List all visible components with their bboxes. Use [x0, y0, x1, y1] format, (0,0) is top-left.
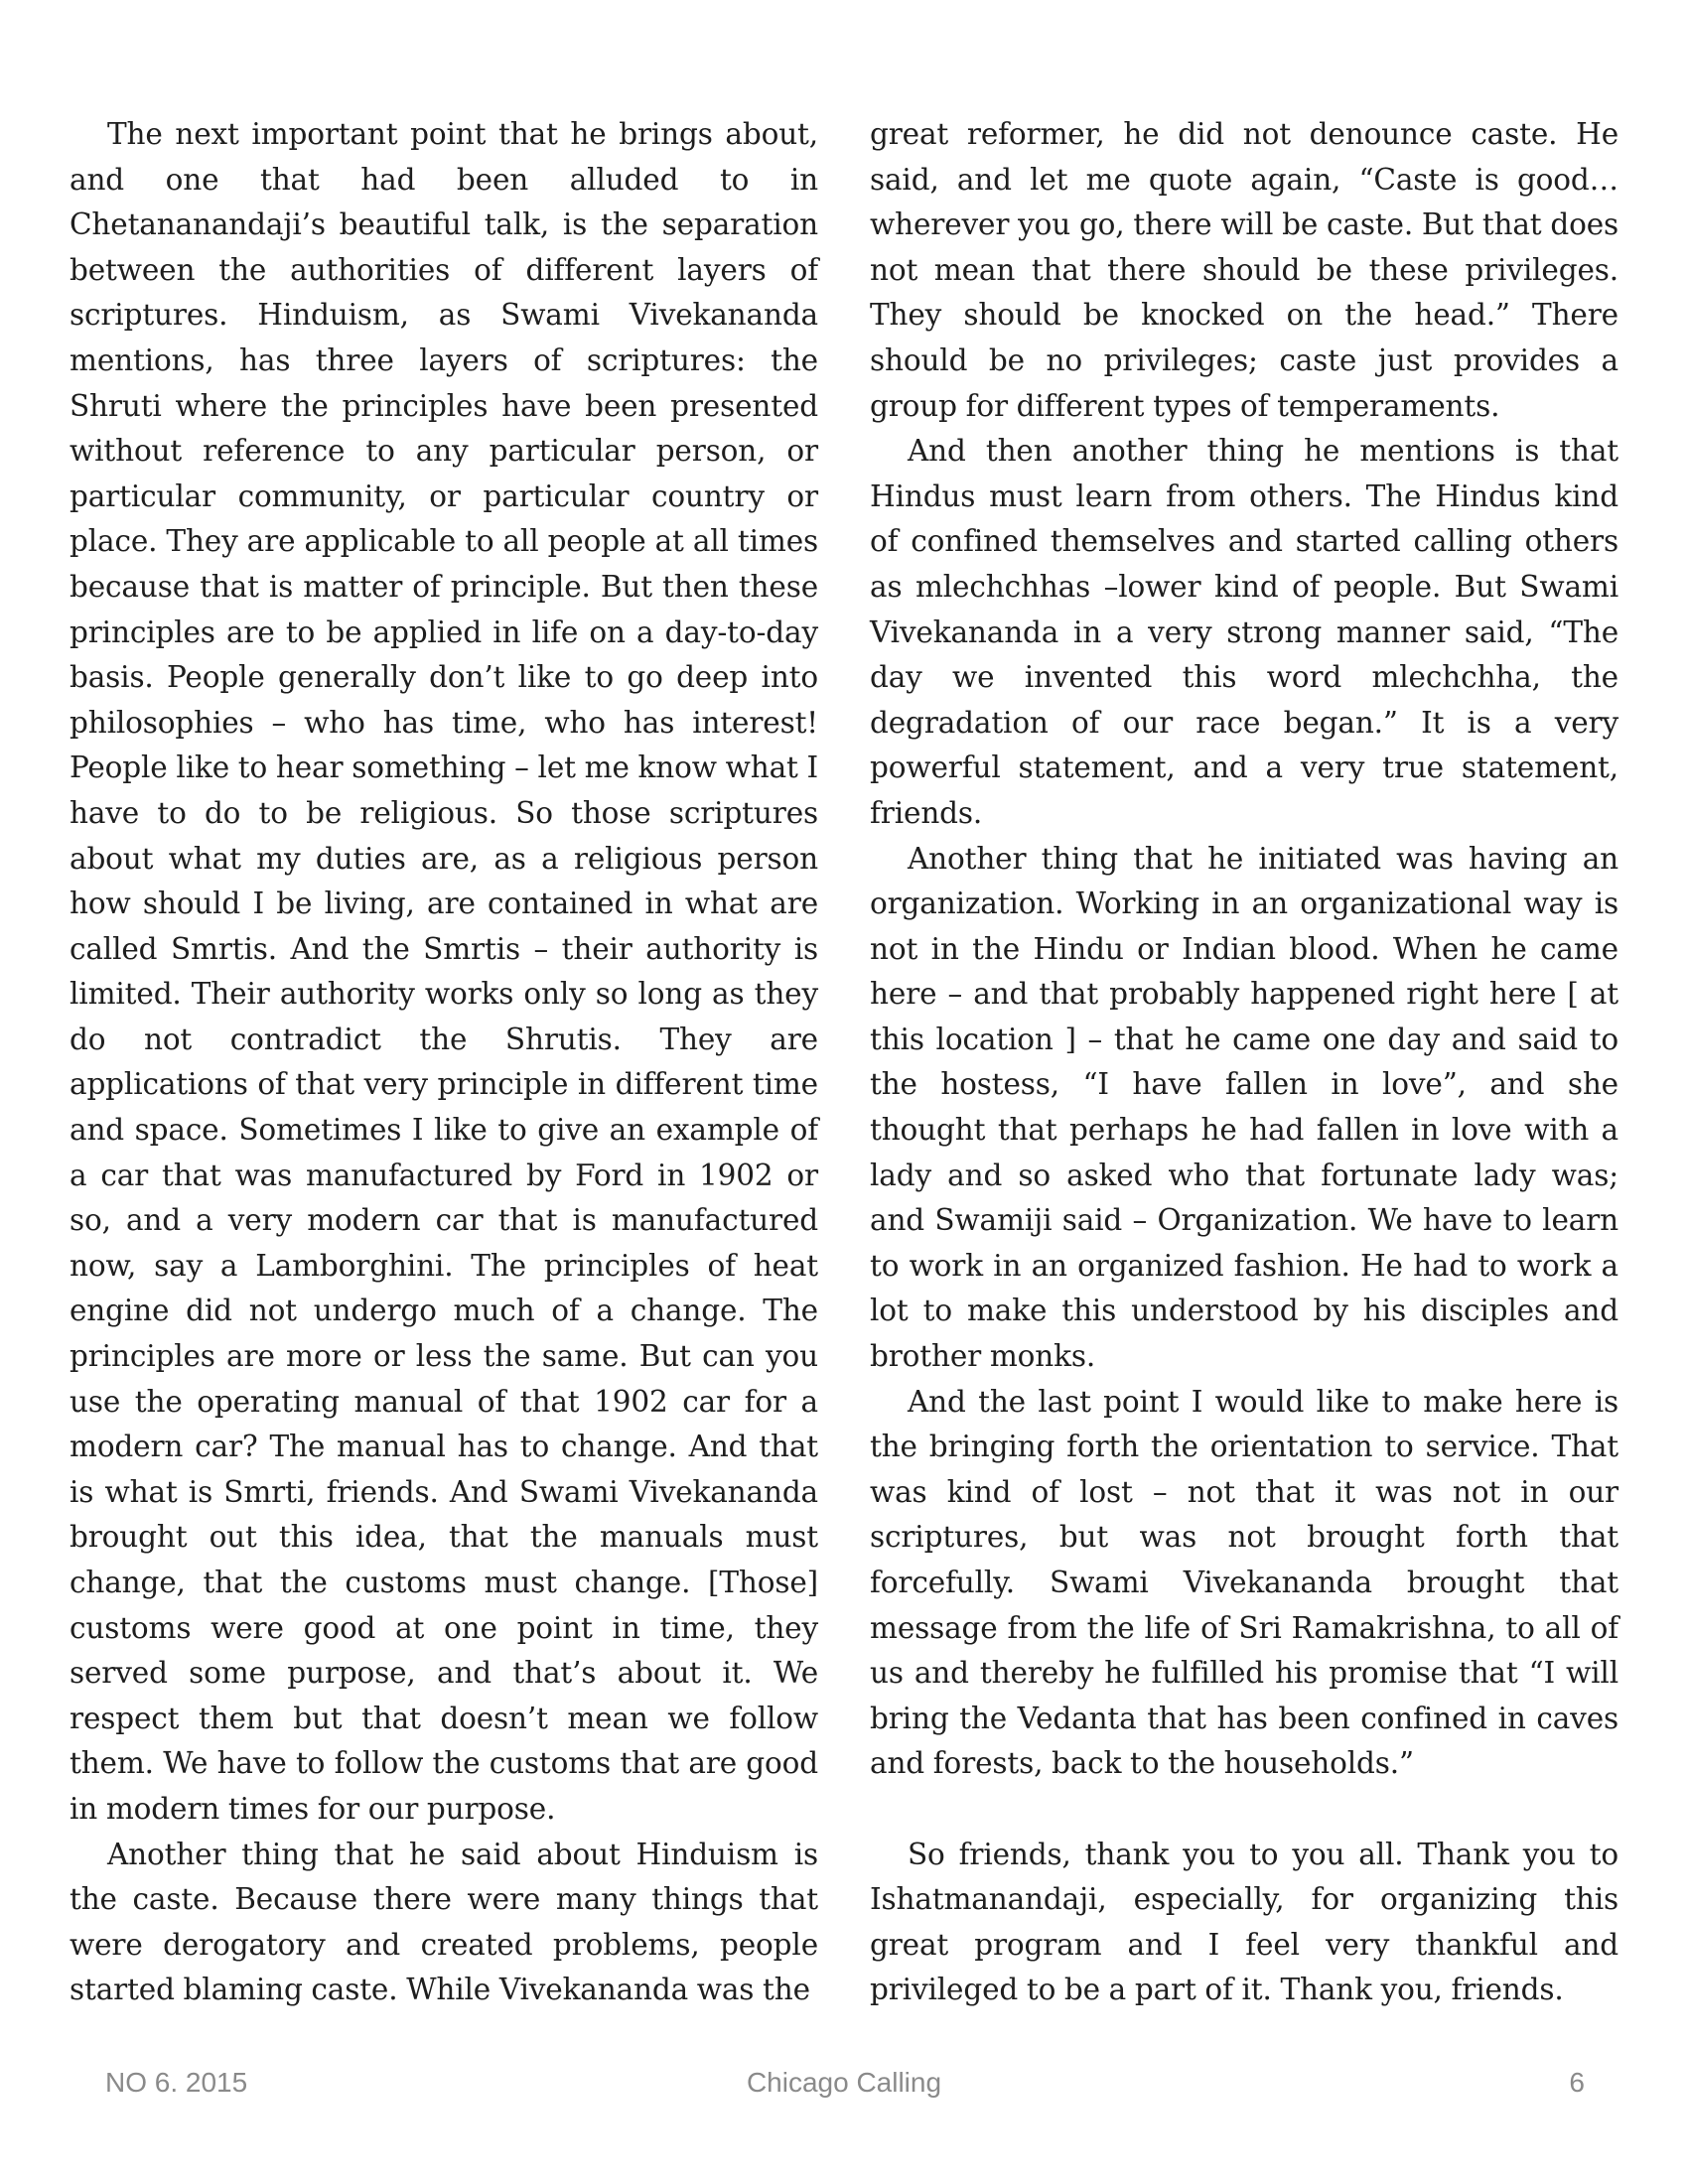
paragraph-learn-from-others: And then another thing he mentions is that Hindus must learn from others. The Hindus kind of confined themselves and started calling others as mlechchhas –lower kind of people. But Swami Vivekananda in a very strong manner said, “The day we invented this word mlechchha, the degradation of our race began.” It is a very powerful statement, and a very true statement, friends.	[870, 434, 1618, 830]
left-column	[70, 112, 818, 2013]
paragraph-caste-continued: great reformer, he did not denounce caste. He said, and let me quote again, “Caste is good…wherever you go, there will be caste. But that does not mean that there should be these privileges. They should be knocked on the head.” There should be no privileges; caste just provides a group for different types of temperaments.	[870, 117, 1618, 423]
footer-publication: Chicago Calling	[746, 2067, 942, 2098]
paragraph-organization: Another thing that he initiated was having an organization. Working in an organizational way is not in the Hindu or Indian blood. When he came here – and that probably happened right here [ at this location ] – that he came one day and said to the hostess, “I have fallen in love”, and she thought that perhaps he had fallen in love with a lady and so asked who that fortunate lady was; and Swamiji said – Organization. We have to learn to work in an organized fashion. He had to work a lot to make this understood by his disciples and brother monks.	[870, 841, 1618, 1374]
paragraph-closing: So friends, thank you to you all. Thank you to Ishatmanandaji, especially, for organizing this great program and I feel very thankful and privileged to be a part of it. Thank you, friends.	[870, 1837, 1618, 2007]
footer-issue: NO 6. 2015	[105, 2067, 248, 2098]
paragraph-caste-start: Another thing that he said about Hinduism is the caste. Because there were many things that were derogatory and created problems, people started blaming caste. While Vivekananda was the	[70, 1837, 818, 2007]
right-column	[870, 112, 1618, 2013]
page-footer	[0, 2067, 1688, 2111]
paragraph-scripture-layers: The next important point that he brings about, and one that had been alluded to in Chetananandaji’s beautiful talk, is the separation between the authorities of different layers of scriptures. Hinduism, as Swami Vivekananda mentions, has three layers of scriptures: the Shruti where the principles have been presented without reference to any particular person, or particular community, or particular country or place. They are applicable to all people at all times because that is matter of principle. But then these principles are to be applied in life on a day-to-day basis. People generally don’t like to go deep into philosophies – who has time, who has interest! People like to hear something – let me know what I have to do to be religious. So those scriptures about what my duties are, as a religious person how should I be living, are contained in what are called Smrtis. And the Smrtis – their authority is limited. Their authority works only so long as they do not contradict the Shrutis. They are applications of that very principle in different time and space. Sometimes I like to give an example of a car that was manufactured by Ford in 1902 or so, and a very modern car that is manufactured now, say a Lamborghini. The principles of heat engine did not undergo much of a change. The principles are more or less the same. But can you use the operating manual of that 1902 car for a modern car? The manual has to change. And that is what is Smrti, friends. And Swami Vivekananda brought out this idea, that the manuals must change, that the customs must change. [Those] customs were good at one point in time, they served some purpose, and that’s about it. We respect them but that doesn’t mean we follow them. We have to follow the customs that are good in modern times for our purpose.	[70, 117, 818, 1826]
paragraph-service: And the last point I would like to make here is the bringing forth the orientation to service. That was kind of lost – not that it was not in our scriptures, but was not brought forth that forcefully. Swami Vivekananda brought that message from the life of Sri Ramakrishna, to all of us and thereby he fulfilled his promise that “I will bring the Vedanta that has been confined in caves and forests, back to the households.”	[870, 1384, 1618, 1781]
footer-page-number: 6	[1569, 2067, 1585, 2098]
